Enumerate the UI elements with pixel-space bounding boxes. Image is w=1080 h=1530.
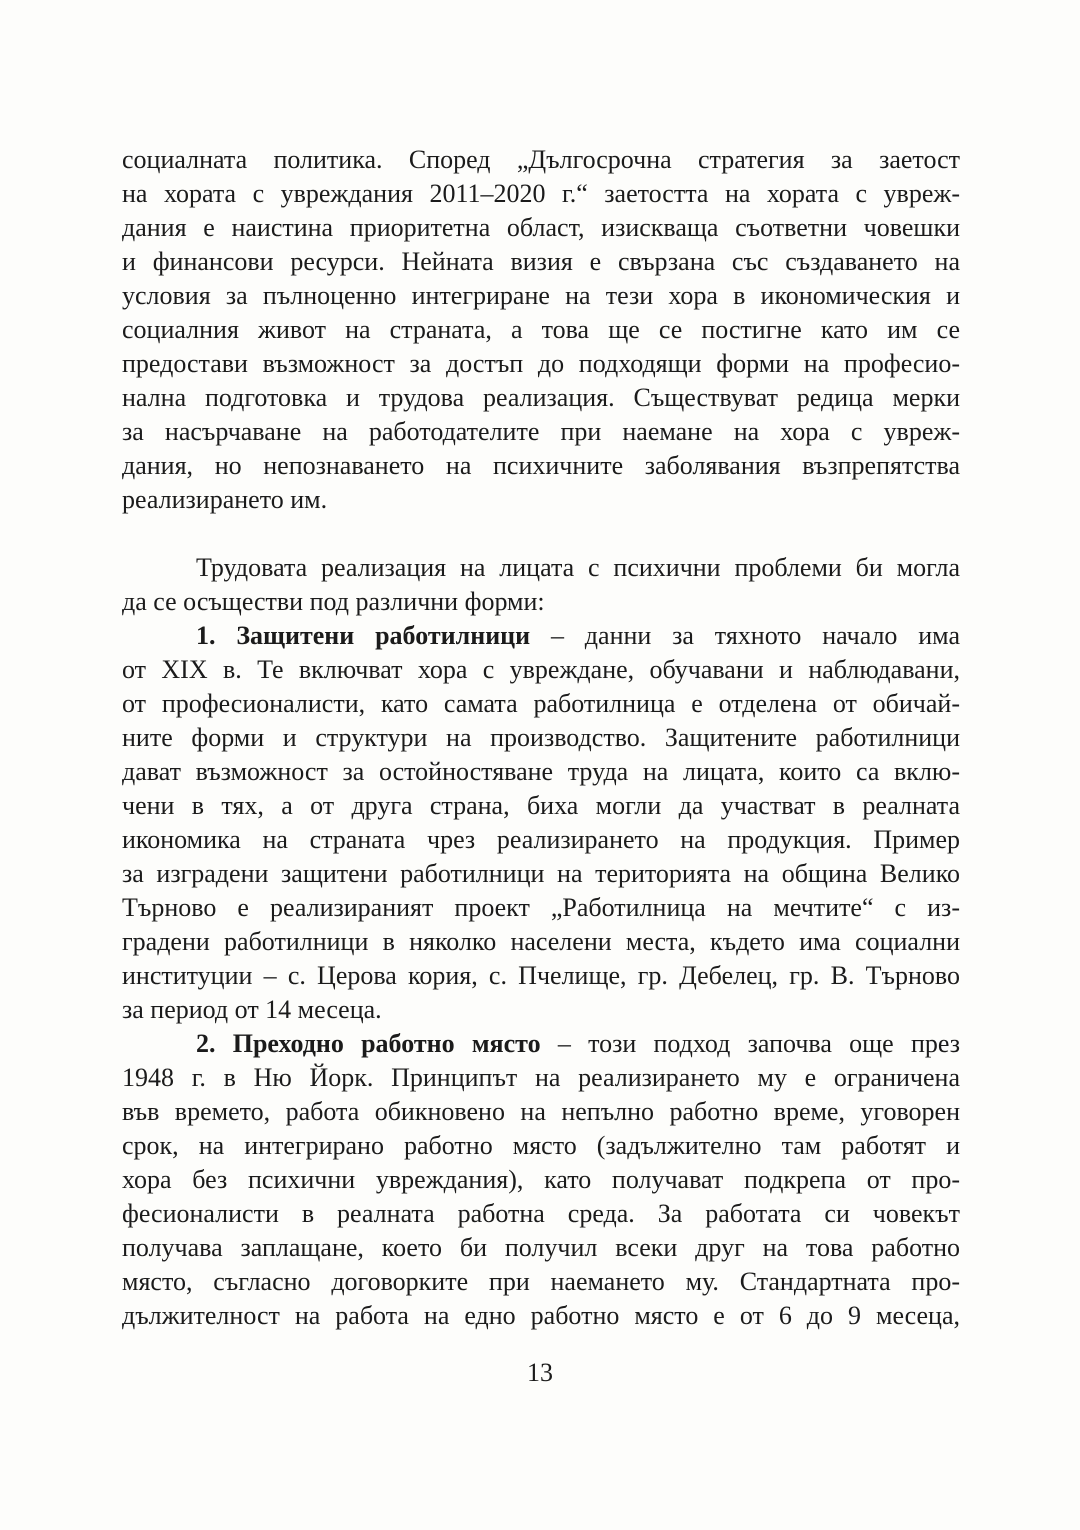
text-segment: получава заплащане, което би получил всеки друг на това работно [122,1233,960,1262]
text-line [122,143,960,177]
text-line [122,1231,960,1265]
text-line [122,653,960,687]
text-line [122,415,960,449]
paragraph [122,143,960,517]
text-line [122,1163,960,1197]
text-line [122,959,960,993]
text-line [122,619,960,653]
text-line [122,891,960,925]
text-line [122,449,960,483]
text-segment: хора без психични увреждания), като получават подкрепа от про- [122,1165,960,1194]
text-line [122,483,960,517]
text-segment: социалния живот на страната, а това ще се постигне като им се [122,315,960,344]
text-segment: от професионалисти, като самата работилница е отделена от обичай- [122,689,960,718]
paragraph [122,619,960,1027]
text-segment: дания, но непознаването на психичните заболявания възпрепятства [122,451,960,480]
text-line [122,1299,960,1333]
text-line [122,211,960,245]
text-segment: – данни за тяхното начало има [530,621,960,650]
text-line [122,1095,960,1129]
text-line [122,177,960,211]
bold-text-segment: 2. Преходно работно място [196,1029,541,1058]
text-segment: дания е наистина приоритетна област, изискваща съответни човешки [122,213,960,242]
paragraph [122,551,960,619]
text-line [122,925,960,959]
text-segment: на хората с увреждания 2011–2020 г.“ заетостта на хората с увреж- [122,179,960,208]
text-segment: от XIX в. Те включват хора с увреждане, обучавани и наблюдавани, [122,655,960,684]
text-line [122,1197,960,1231]
text-line [122,1265,960,1299]
text-segment: чени в тях, а от друга страна, биха могли да участват в реалната [122,791,960,820]
text-line [122,245,960,279]
text-segment: и финансови ресурси. Нейната визия е свързана със създаването на [122,247,960,276]
text-segment: за период от 14 месеца. [122,995,382,1024]
text-segment: дължителност на работа на едно работно място е от 6 до 9 месеца, [122,1301,960,1330]
text-line [122,823,960,857]
text-segment: социалната политика. Според „Дългосрочна стратегия за заетост [122,145,960,174]
text-segment: 1948 г. в Ню Йорк. Принципът на реализирането му е ограничена [122,1063,960,1092]
text-segment: дават възможност за остойностяване труда на лицата, които са вклю- [122,757,960,786]
text-segment: градени работилници в няколко населени места, където има социални [122,927,960,956]
text-segment: срок, на интегрирано работно място (задължително там работят и [122,1131,960,1160]
page-number: 13 [527,1358,553,1387]
text-segment: реализирането им. [122,485,328,514]
text-line [122,1027,960,1061]
text-segment: ните форми и структури на производство. Защитените работилници [122,723,960,752]
text-segment: Трудовата реализация на лицата с психични проблеми би могла [196,553,960,582]
text-segment: условия за пълноценно интегриране на тези хора в икономическия и [122,281,960,310]
text-line [122,1129,960,1163]
text-line [122,347,960,381]
text-line [122,313,960,347]
text-line [122,551,960,585]
text-segment: да се осъществи под различни форми: [122,587,545,616]
text-segment: за изградени защитени работилници на територията на община Велико [122,859,960,888]
text-line [122,993,960,1027]
text-line [122,279,960,313]
text-segment: институции – с. Церова кория, с. Пчелище, гр. Дебелец, гр. В. Търново [122,961,960,990]
bold-text-segment: 1. Защитени работилници [196,621,531,650]
text-segment: нална подготовка и трудова реализация. Съществуват редица мерки [122,383,960,412]
text-segment: икономика на страната чрез реализирането на продукция. Пример [122,825,960,854]
text-line [122,755,960,789]
text-line [122,381,960,415]
text-line [122,1061,960,1095]
text-line [122,585,960,619]
text-block [122,143,960,1333]
text-segment: във времето, работа обикновено на непълно работно време, уговорен [122,1097,960,1126]
text-segment: за насърчаване на работодателите при наемане на хора с увреж- [122,417,960,446]
text-line [122,687,960,721]
text-line [122,721,960,755]
text-segment: фесионалисти в реалната работна среда. За работата си човекът [122,1199,960,1228]
text-segment: – този подход започва още през [540,1029,960,1058]
text-segment: предостави възможност за достъп до подходящи форми на професио- [122,349,960,378]
text-segment: Търново е реализираният проект „Работилница на мечтите“ с из- [122,893,960,922]
paragraph [122,1027,960,1333]
text-segment: място, съгласно договорките при наемането му. Стандартната про- [122,1267,960,1296]
text-line [122,789,960,823]
text-line [122,857,960,891]
